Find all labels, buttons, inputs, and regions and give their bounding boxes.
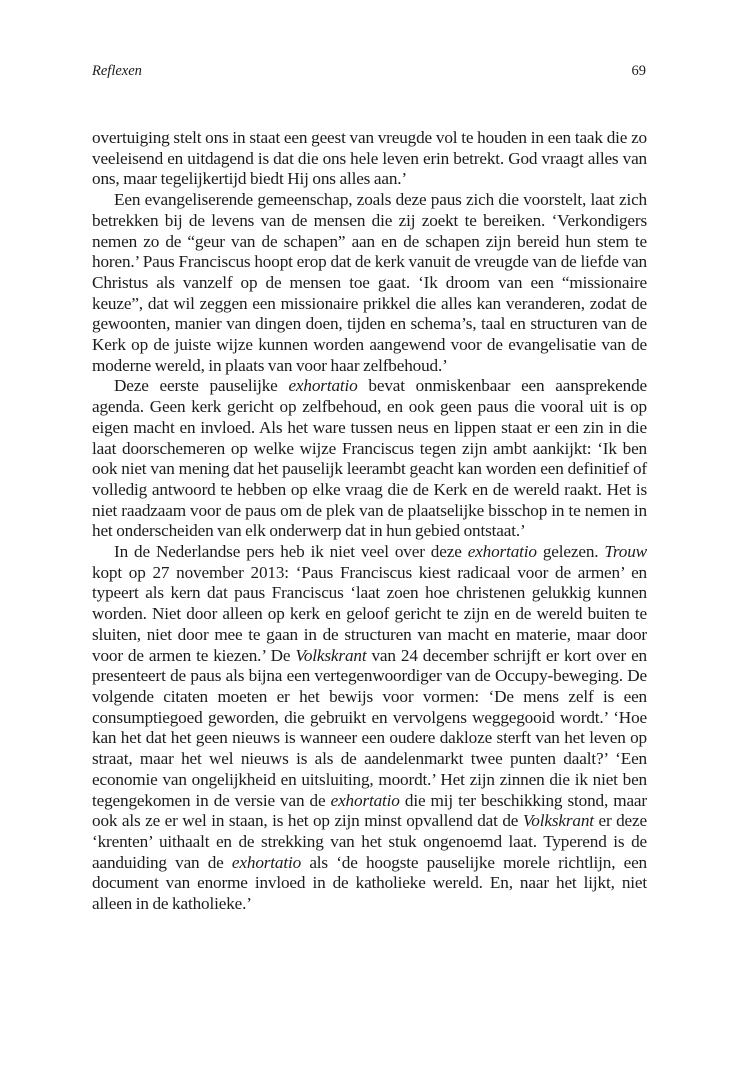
text-segment: Deze eerste pauselijke — [114, 376, 289, 396]
text-segment: als ‘de hoogste pauselijke morele richtlijn, een document van enorme invloed in de katholieke wereld. En, naar het lijkt, niet alleen in de katholieke.’ — [92, 852, 647, 914]
italic-term: exhortatio — [288, 376, 358, 396]
newspaper-name: Trouw — [604, 542, 647, 562]
text-segment: die mij ter beschikking stond, maar ook als ze er wel in staan, is het op zijn minst opvallend dat de — [92, 790, 647, 831]
text-segment: gelezen. — [536, 542, 605, 562]
italic-term: exhortatio — [467, 542, 537, 562]
page-number: 69 — [631, 63, 646, 79]
text-segment: bevat onmiskenbaar een aansprekende agenda. Geen kerk gericht op zelfbehoud, en ook geen paus die vooral uit is op eigen macht en invloed. Als het ware tussen neus en lippen staat er een zin in die laat doorschemeren op welke wijze Franciscus tegen zijn ambt aankijkt: ‘Ik ben ook niet van mening dat het pauselijk leerambt geacht kan worden een definitief of volledig antwoord te hebben op elke vraag die de Kerk en de wereld raakt. Het is niet raadzaam voor de paus om de plek van de plaatselijke bisschop in te nemen in het onderscheiden van elk onderwerp dat in hun gebied ontstaat.’ — [92, 376, 648, 541]
body-text — [92, 128, 647, 915]
paragraph — [92, 190, 647, 376]
text-segment: kopt op 27 november 2013: ‘Paus Franciscus kiest radicaal voor de armen’ en typeert als kern dat paus Franciscus ‘laat zoen hoe christenen gelukkig kunnen worden. Niet door alleen op kerk en geloof gericht te zijn en de wereld buiten te sluiten, niet door mee te gaan in de structuren van macht en materie, maar door voor de armen te kiezen.’ De — [92, 562, 647, 665]
paragraph — [92, 128, 647, 190]
italic-term: exhortatio — [330, 790, 400, 810]
running-title: Reflexen — [92, 63, 142, 79]
text-segment: overtuiging stelt ons in staat een geest van vreugde vol te houden in een taak die zo veeleisend en uitdagend is dat die ons hele leven erin betrekt. God vraagt alles van ons, maar tegelijkertijd biedt Hij ons alles aan.’ — [92, 128, 647, 189]
page-header — [92, 63, 646, 80]
italic-term: exhortatio — [231, 852, 302, 872]
text-segment: In de Nederlandse pers heb ik niet veel over deze — [114, 542, 468, 562]
paragraph — [92, 376, 647, 542]
text-segment: Een evangeliserende gemeenschap, zoals deze paus zich die voorstelt, laat zich betrekken bij de levens van de mensen die zij zoekt te bereiken. ‘Verkondigers nemen zo de “geur van de schapen” aan en de schapen zijn bereid hun stem te horen.’ Paus Franciscus hoopt erop dat de kerk vanuit de vreugde van de liefde van Christus als vanzelf op de mensen toe gaat. ‘Ik droom van een “missionaire keuze”, dat wil zeggen een missionaire prikkel die alles kan veranderen, zodat de gewoonten, manier van dingen doen, tijden en schema’s, taal en structuren van de Kerk op de juiste wijze kunnen worden aangewend voor de evangelisatie van de moderne wereld, in plaats van voor haar zelfbehoud.’ — [92, 190, 647, 375]
text-segment: er deze ‘krenten’ uithaalt en de strekking van het stuk ongenoemd laat. Typerend is de aanduiding van de — [92, 811, 647, 872]
text-segment: van 24 december schrijft er kort over en presenteert de paus als bijna een vertegenwoordiger van de Occupy-beweging. De volgende citaten moeten er het bewijs voor vormen: ‘De mens zelf is een consumptiegoed geworden, die gebruikt en vervolgens weggegooid wordt.’ ‘Hoe kan het dat het geen nieuws is wanneer een oudere dakloze sterft van het leven op straat, maar het wel nieuws is als de aandelenmarkt twee punten daalt?’ ‘Een economie van ongelijkheid en uitsluiting, moordt.’ Het zijn zinnen die ik niet ben tegengekomen in de versie van de — [92, 645, 647, 810]
paragraph — [92, 542, 647, 915]
newspaper-name: Volkskrant — [522, 811, 594, 831]
newspaper-name: Volkskrant — [295, 645, 367, 665]
